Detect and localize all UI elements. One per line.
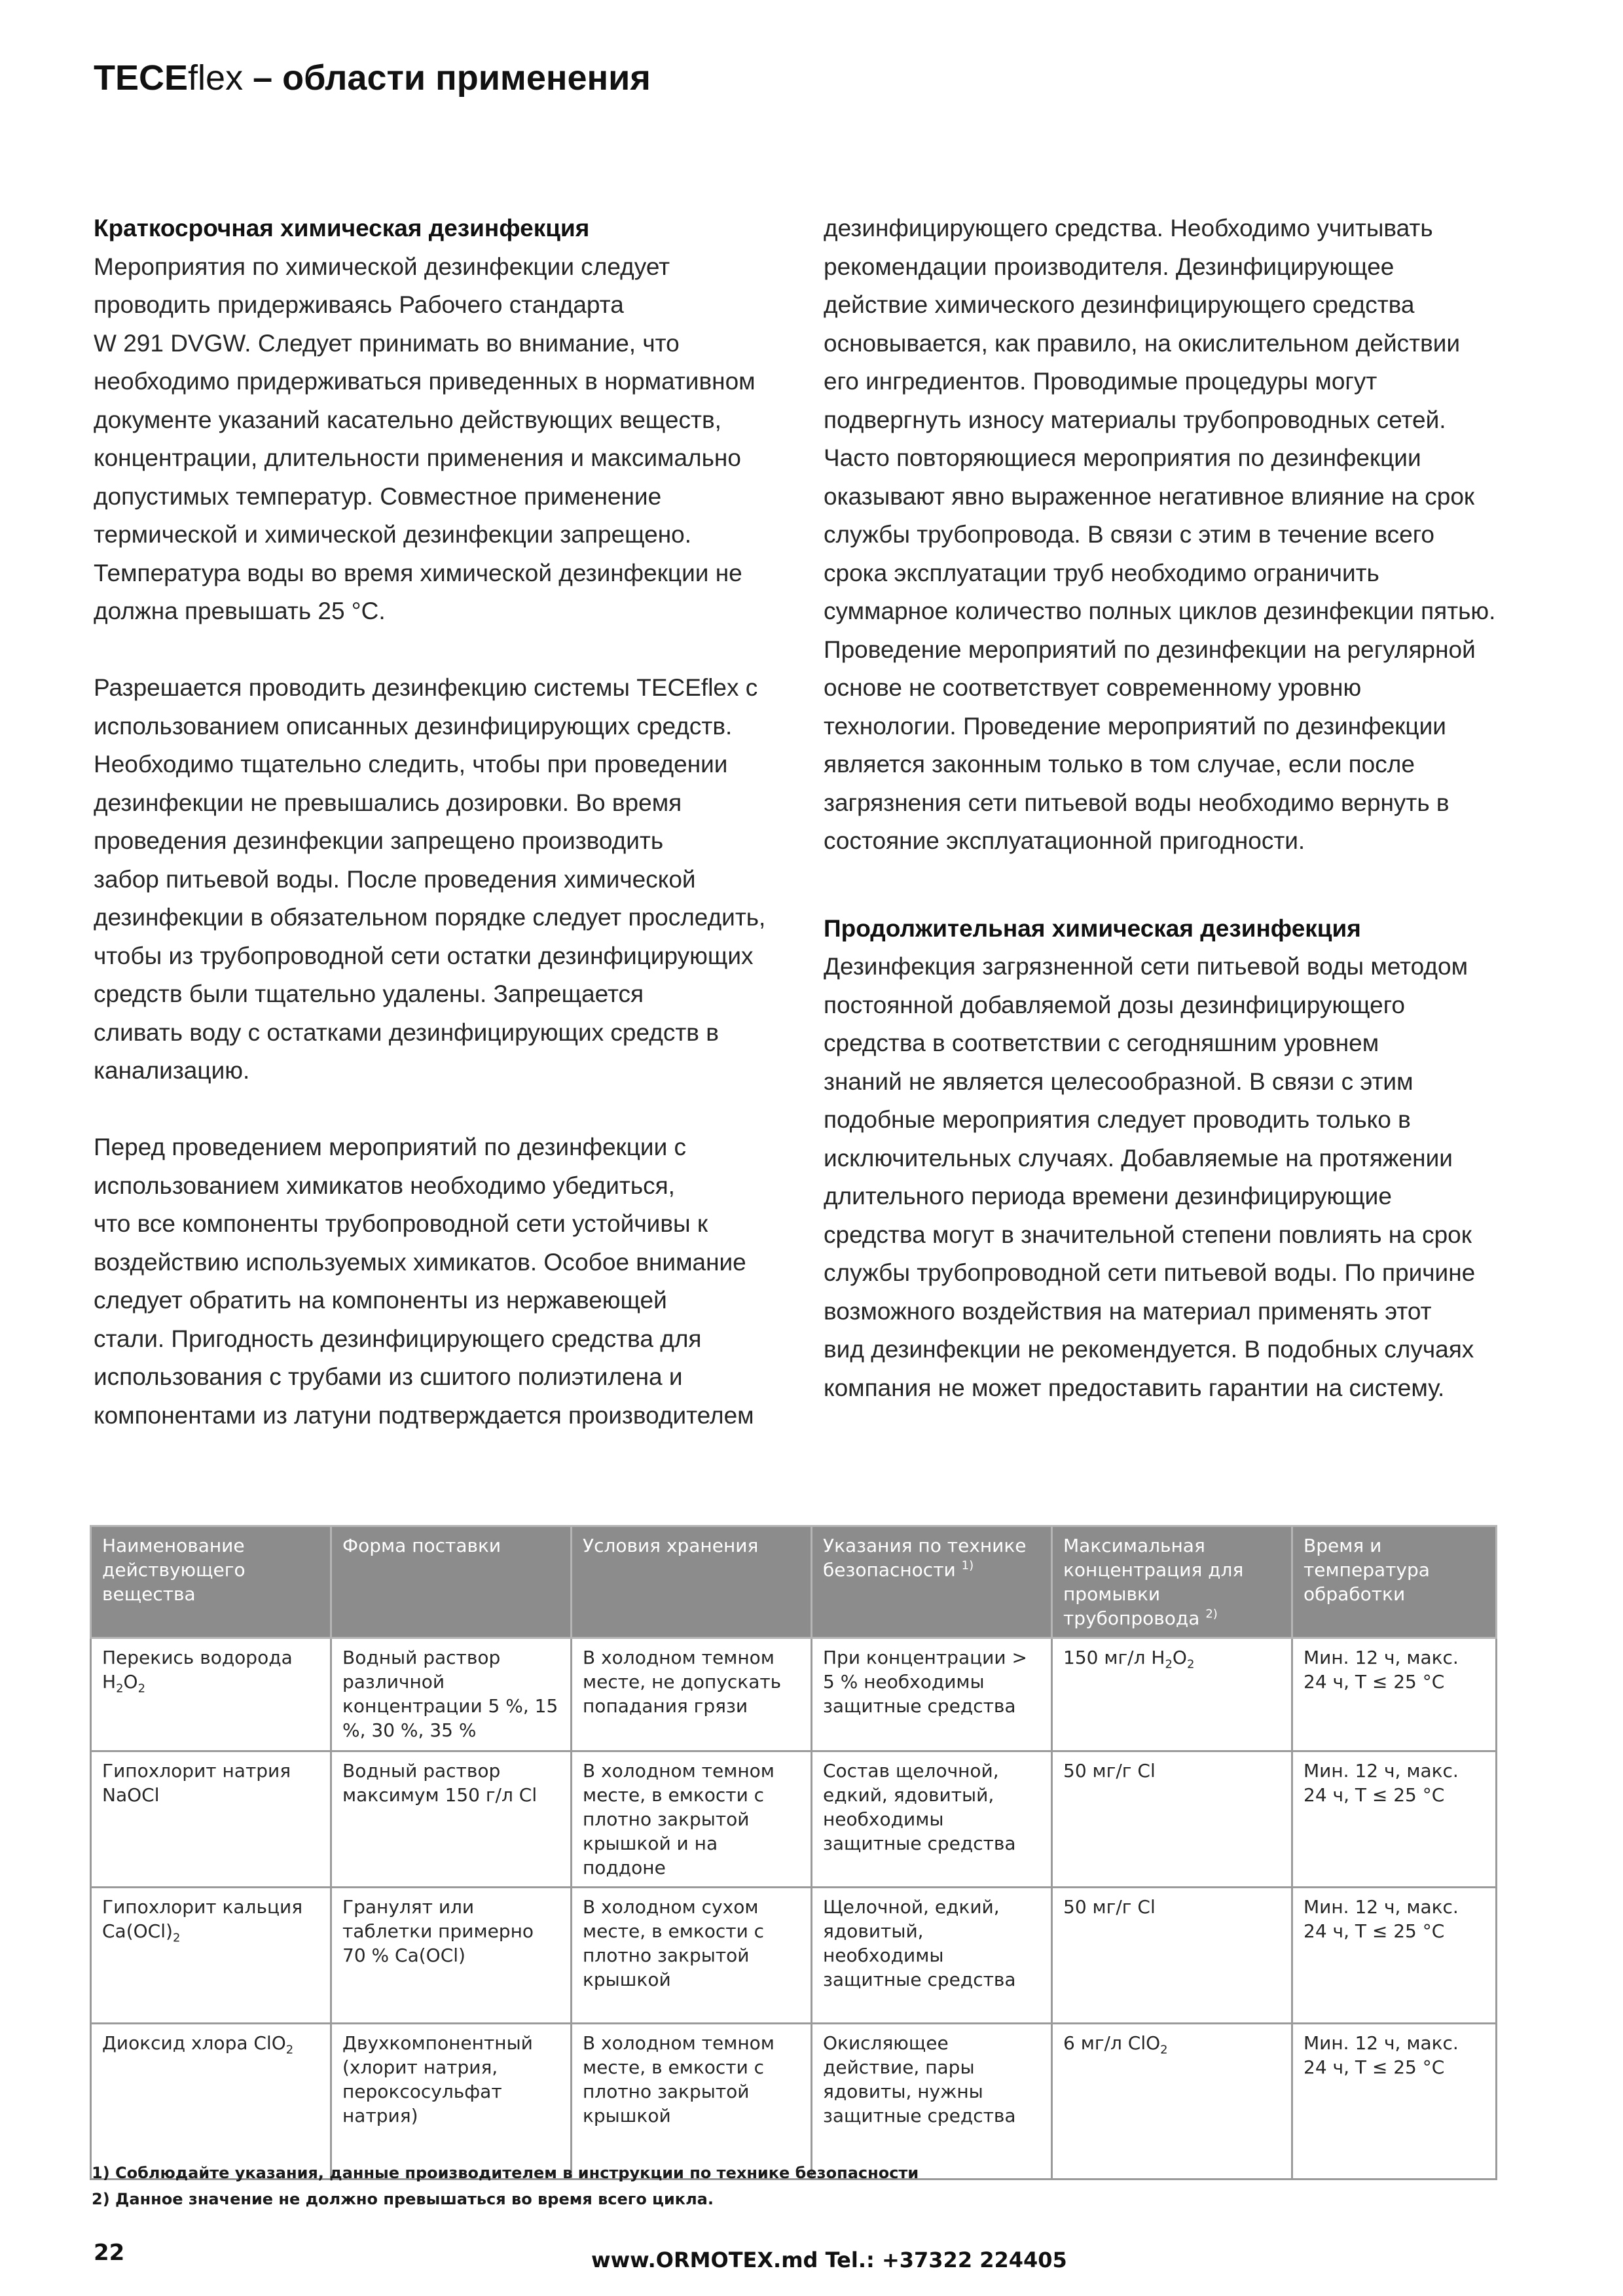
cell-time-temp: Мин. 12 ч, макс. 24 ч, T ≤ 25 °C: [1292, 1751, 1497, 1888]
cell-concentration: 50 мг/г Cl: [1052, 1888, 1292, 2024]
substance-name: Диоксид хлора ClO: [102, 2032, 286, 2054]
cell-time-temp: Мин. 12 ч, макс. 24 ч, T ≤ 25 °C: [1292, 1638, 1497, 1751]
column-header-concentration: [1052, 1526, 1292, 1638]
text-line: допустимых температур. Совместное применение: [94, 482, 662, 510]
text-line: Часто повторяющиеся мероприятия по дезинфекции: [824, 444, 1421, 471]
page-number: 22: [94, 2240, 125, 2266]
chemical-formula: $H_2O_2$: [102, 1671, 146, 1696]
text-line: состояние эксплуатационной пригодности.: [824, 827, 1305, 854]
text-line: сливать воду с остатками дезинфицирующих средств в: [94, 1018, 719, 1046]
text-line: подвергнуть износу материалы трубопроводных сетей.: [824, 406, 1446, 433]
page-title: [94, 56, 651, 99]
text-line: Проведение мероприятий по дезинфекции на регулярной: [824, 636, 1476, 663]
text-line: W 291 DVGW. Следует принимать во внимание, что: [94, 329, 680, 357]
cell-safety: Щелочной, едкий, ядовитый, необходимы защитные средства: [812, 1888, 1052, 2024]
column-header-form: Форма поставки: [331, 1526, 572, 1638]
cell-time-temp: Мин. 12 ч, макс. 24 ч, T ≤ 25 °C: [1292, 2024, 1497, 2179]
text-line: службы трубопроводной сети питьевой воды. По причине: [824, 1259, 1476, 1286]
cell-substance: [91, 1751, 331, 1888]
substance-name: Гипохлорит кальция: [102, 1896, 303, 1918]
cell-form: Водный раствор максимум 150 г/л Cl: [331, 1751, 572, 1888]
text-line: компания не может предоставить гарантии на систему.: [824, 1374, 1445, 1401]
cell-substance: [91, 1888, 331, 2024]
text-line: средства могут в значительной степени повлиять на срок: [824, 1221, 1472, 1248]
text-line: следует обратить на компоненты из нержавеющей: [94, 1287, 667, 1314]
section-heading-short-term: Краткосрочная химическая дезинфекция: [94, 215, 590, 242]
cell-storage: В холодном темном месте, в емкости с плотно закрытой крышкой и на поддоне: [572, 1751, 812, 1888]
text-line: чтобы из трубопроводной сети остатки дезинфицирующих: [94, 942, 754, 969]
cell-safety: Окисляющее действие, пары ядовиты, нужны защитные средства: [812, 2024, 1052, 2179]
chemical-formula: NaOCl: [102, 1784, 160, 1806]
text-line: необходимо придерживаться приведенных в нормативном: [94, 368, 756, 395]
text-line: основывается, как правило, на окислительном действии: [824, 329, 1461, 357]
text-line: Температура воды во время химической дезинфекции не: [94, 559, 742, 586]
cell-safety: При концентрации > 5 % необходимы защитные средства: [812, 1638, 1052, 1751]
text-line: документе указаний касательно действующих веществ,: [94, 406, 721, 433]
text-line: стали. Пригодность дезинфицирующего средства для: [94, 1325, 702, 1352]
text-line: оказывают явно выраженное негативное влияние на срок: [824, 482, 1475, 510]
disinfectants-table: [90, 1525, 1497, 2180]
paragraph: [94, 669, 807, 1090]
paragraph: [824, 209, 1544, 861]
text-line: вид дезинфекции не рекомендуется. В подобных случаях: [824, 1336, 1474, 1363]
text-line: Разрешается проводить дезинфекцию системы TECEflex с: [94, 674, 758, 701]
footnotes: [92, 2160, 919, 2212]
text-line: подобные мероприятия следует проводить только в: [824, 1106, 1411, 1133]
text-line: дезинфекции не превышались дозировки. Во время: [94, 789, 682, 816]
table-row: [91, 2024, 1497, 2179]
text-line: проводить придерживаясь Рабочего стандарта: [94, 291, 624, 318]
text-line: концентрации, длительности применения и максимально: [94, 444, 741, 471]
column-header-storage: Условия хранения: [572, 1526, 812, 1638]
cell-substance: Диоксид хлора ClO$_2$: [91, 2024, 331, 2179]
text-line: знаний не является целесообразной. В связи с этим: [824, 1067, 1413, 1095]
cell-concentration: 50 мг/г Cl: [1052, 1751, 1292, 1888]
column-header-substance: Наименование действующего вещества: [91, 1526, 331, 1638]
text-line: канализацию.: [94, 1057, 250, 1084]
table-header-row: [91, 1526, 1497, 1638]
paragraph: [94, 1128, 807, 1435]
text-line: Дезинфекция загрязненной сети питьевой воды методом: [824, 953, 1468, 980]
paragraph: [824, 948, 1544, 1407]
page-title-text: – области применения: [243, 58, 651, 98]
table-row: [91, 1888, 1497, 2024]
text-line: дезинфицирующего средства. Необходимо учитывать: [824, 215, 1433, 242]
cell-safety: Состав щелочной, едкий, ядовитый, необходимы защитные средства: [812, 1751, 1052, 1888]
text-line: загрязнения сети питьевой воды необходимо вернуть в: [824, 789, 1450, 816]
text-line: компонентами из латуни подтверждается производителем: [94, 1401, 754, 1429]
section-heading-long-term: Продолжительная химическая дезинфекция: [824, 914, 1361, 942]
substance-name: Гипохлорит натрия: [102, 1760, 291, 1782]
text-line: Необходимо тщательно следить, чтобы при проведении: [94, 751, 728, 778]
text-line: действие химического дезинфицирующего средства: [824, 291, 1415, 318]
cell-time-temp: Мин. 12 ч, макс. 24 ч, T ≤ 25 °C: [1292, 1888, 1497, 2024]
cell-concentration: 150 мг/л $H_2O_2$: [1052, 1638, 1292, 1751]
text-line: рекомендации производителя. Дезинфицирующее: [824, 253, 1395, 280]
header-text: Указания по технике безопасности: [823, 1535, 1027, 1581]
footnote-ref: 1): [961, 1558, 974, 1573]
text-line: является законным только в том случае, если после: [824, 751, 1415, 778]
cell-storage: В холодном сухом месте, в емкости с плотно закрытой крышкой: [572, 1888, 812, 2024]
right-column: [824, 209, 1544, 1407]
text-line: суммарное количество полных циклов дезинфекции пятью.: [824, 598, 1496, 624]
header-text: Максимальная концентрация для промывки трубопровода: [1063, 1535, 1244, 1629]
text-line: средства в соответствии с сегодняшним уровнем: [824, 1030, 1379, 1056]
text-line: использования с трубами из сшитого полиэтилена и: [94, 1363, 683, 1390]
brand-name-suffix: flex: [188, 58, 244, 98]
substance-name: Перекись водорода: [102, 1647, 293, 1668]
footnote-ref: 2): [1205, 1607, 1218, 1621]
brand-name: TECE: [94, 58, 189, 98]
table-row: [91, 1751, 1497, 1888]
cell-concentration: 6 мг/л ClO$_2$: [1052, 2024, 1292, 2179]
text-line: Мероприятия по химической дезинфекции следует: [94, 253, 670, 280]
text-line: постоянной добавляемой дозы дезинфицирующего: [824, 991, 1405, 1018]
text-line: длительного периода времени дезинфицирующие: [824, 1183, 1392, 1210]
text-line: исключительных случаях. Добавляемые на протяжении: [824, 1144, 1453, 1172]
text-line: службы трубопровода. В связи с этим в течение всего: [824, 521, 1434, 548]
text-line: должна превышать 25 °C.: [94, 598, 386, 624]
table-row: [91, 1638, 1497, 1751]
text-line: основе не соответствует современному уровню: [824, 674, 1362, 701]
footnote-1: 1) Соблюдайте указания, данные производителем в инструкции по технике безопасности: [92, 2164, 919, 2182]
text-line: средств были тщательно удалены. Запрещается: [94, 980, 644, 1007]
cell-storage: В холодном темном месте, в емкости с плотно закрытой крышкой: [572, 2024, 812, 2179]
text-line: термической и химической дезинфекции запрещено.: [94, 521, 692, 548]
text-line: что все компоненты трубопроводной сети устойчивы к: [94, 1210, 708, 1237]
text-line: проведения дезинфекции запрещено производить: [94, 827, 664, 854]
footnote-2: 2) Данное значение не должно превышаться во время всего цикла.: [92, 2190, 714, 2208]
cell-form: Двухкомпонентный (хлорит натрия, пероксосульфат натрия): [331, 2024, 572, 2179]
text-line: использованием химикатов необходимо убедиться,: [94, 1172, 675, 1199]
text-line: воздействию используемых химикатов. Особое внимание: [94, 1248, 746, 1276]
text-line: его ингредиентов. Проводимые процедуры могут: [824, 368, 1377, 395]
text-line: дезинфекции в обязательном порядке следует проследить,: [94, 904, 766, 931]
text-line: срока эксплуатации труб необходимо ограничить: [824, 559, 1379, 586]
cell-substance: [91, 1638, 331, 1751]
column-header-time-temp: Время и температура обработки: [1292, 1526, 1497, 1638]
paragraph: [94, 248, 807, 631]
cell-form: Гранулят или таблетки примерно 70 % Ca(OCl): [331, 1888, 572, 2024]
footer-contact: www.ORMOTEX.md Tel.: +37322 224405: [591, 2248, 1067, 2272]
chemical-formula: $Ca(OCl)_2$: [102, 1920, 181, 1945]
text-line: возможного воздействия на материал применять этот: [824, 1297, 1432, 1325]
left-column: [94, 209, 807, 1435]
cell-form: Водный раствор различной концентрации 5 %, 15 %, 30 %, 35 %: [331, 1638, 572, 1751]
column-header-safety: [812, 1526, 1052, 1638]
text-line: Перед проведением мероприятий по дезинфекции с: [94, 1134, 687, 1160]
text-line: технологии. Проведение мероприятий по дезинфекции: [824, 712, 1446, 740]
text-line: использованием описанных дезинфицирующих средств.: [94, 712, 733, 740]
cell-storage: В холодном темном месте, не допускать попадания грязи: [572, 1638, 812, 1751]
text-line: забор питьевой воды. После проведения химической: [94, 865, 696, 893]
